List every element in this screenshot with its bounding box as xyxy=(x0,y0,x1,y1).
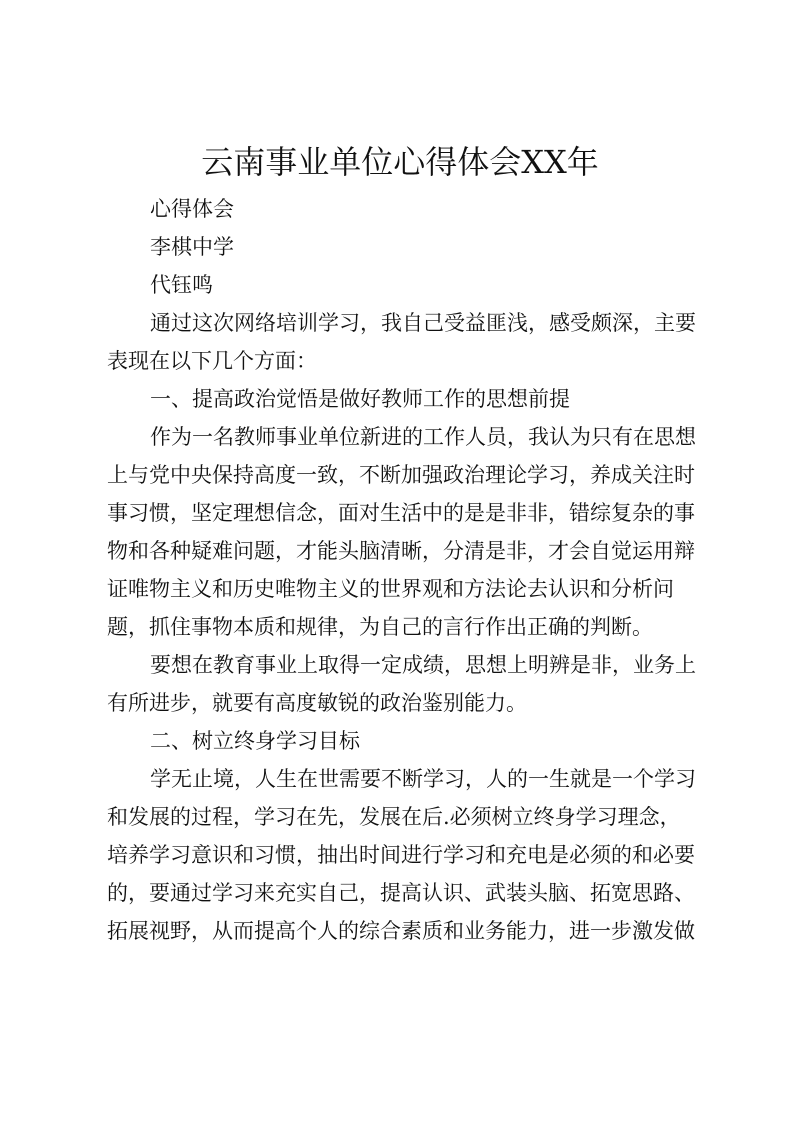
paragraph-section-1b xyxy=(107,646,711,722)
paragraph-line: 事习惯，坚定理想信念，面对生活中的是是非非，错综复杂的事 xyxy=(107,501,695,525)
paragraph-line: 和发展的过程，学习在先，发展在后.必须树立终身学习理念， xyxy=(107,805,681,829)
meta-author: 代钰鸣 xyxy=(150,273,213,297)
meta-subject: 心得体会 xyxy=(150,197,234,221)
paragraph-line: 上与党中央保持高度一致，不断加强政治理论学习，养成关注时 xyxy=(107,463,695,487)
meta-school: 李棋中学 xyxy=(150,235,234,259)
heading-line: 一、提高政治觉悟是做好教师工作的思想前提 xyxy=(150,387,570,411)
paragraph-intro xyxy=(107,304,711,380)
document-title: 云南事业单位心得体会XX年 xyxy=(201,143,599,181)
heading-line: 二、树立终身学习目标 xyxy=(150,729,360,753)
paragraph-line: 作为一名教师事业单位新进的工作人员，我认为只有在思想 xyxy=(150,425,696,449)
paragraph-section-1 xyxy=(107,418,711,646)
paragraph-line: 拓展视野，从而提高个人的综合素质和业务能力，进一步激发做 xyxy=(107,919,695,943)
paragraph-line: 表现在以下几个方面： xyxy=(107,349,317,373)
paragraph-line: 培养学习意识和习惯，抽出时间进行学习和充电是必须的和必要 xyxy=(107,843,695,867)
paragraph-line: 有所进步，就要有高度敏锐的政治鉴别能力。 xyxy=(107,691,527,715)
paragraph-line: 要想在教育事业上取得一定成绩，思想上明辨是非，业务上 xyxy=(150,653,696,677)
paragraph-line: 通过这次网络培训学习，我自己受益匪浅，感受颇深，主要 xyxy=(150,311,696,335)
paragraph-line: 的，要通过学习来充实自己，提高认识、武装头脑、拓宽思路、 xyxy=(107,881,695,905)
section-heading-2 xyxy=(107,722,711,760)
paragraph-line: 物和各种疑难问题，才能头脑清晰，分清是非，才会自觉运用辩 xyxy=(107,539,695,563)
paragraph-line: 题，抓住事物本质和规律，为自己的言行作出正确的判断。 xyxy=(107,615,653,639)
section-heading-1 xyxy=(107,380,711,418)
paragraph-section-2 xyxy=(107,760,711,950)
document-body xyxy=(107,190,711,950)
paragraph-line: 学无止境，人生在世需要不断学习，人的一生就是一个学习 xyxy=(150,767,696,791)
paragraph-line: 证唯物主义和历史唯物主义的世界观和方法论去认识和分析问 xyxy=(107,577,674,601)
